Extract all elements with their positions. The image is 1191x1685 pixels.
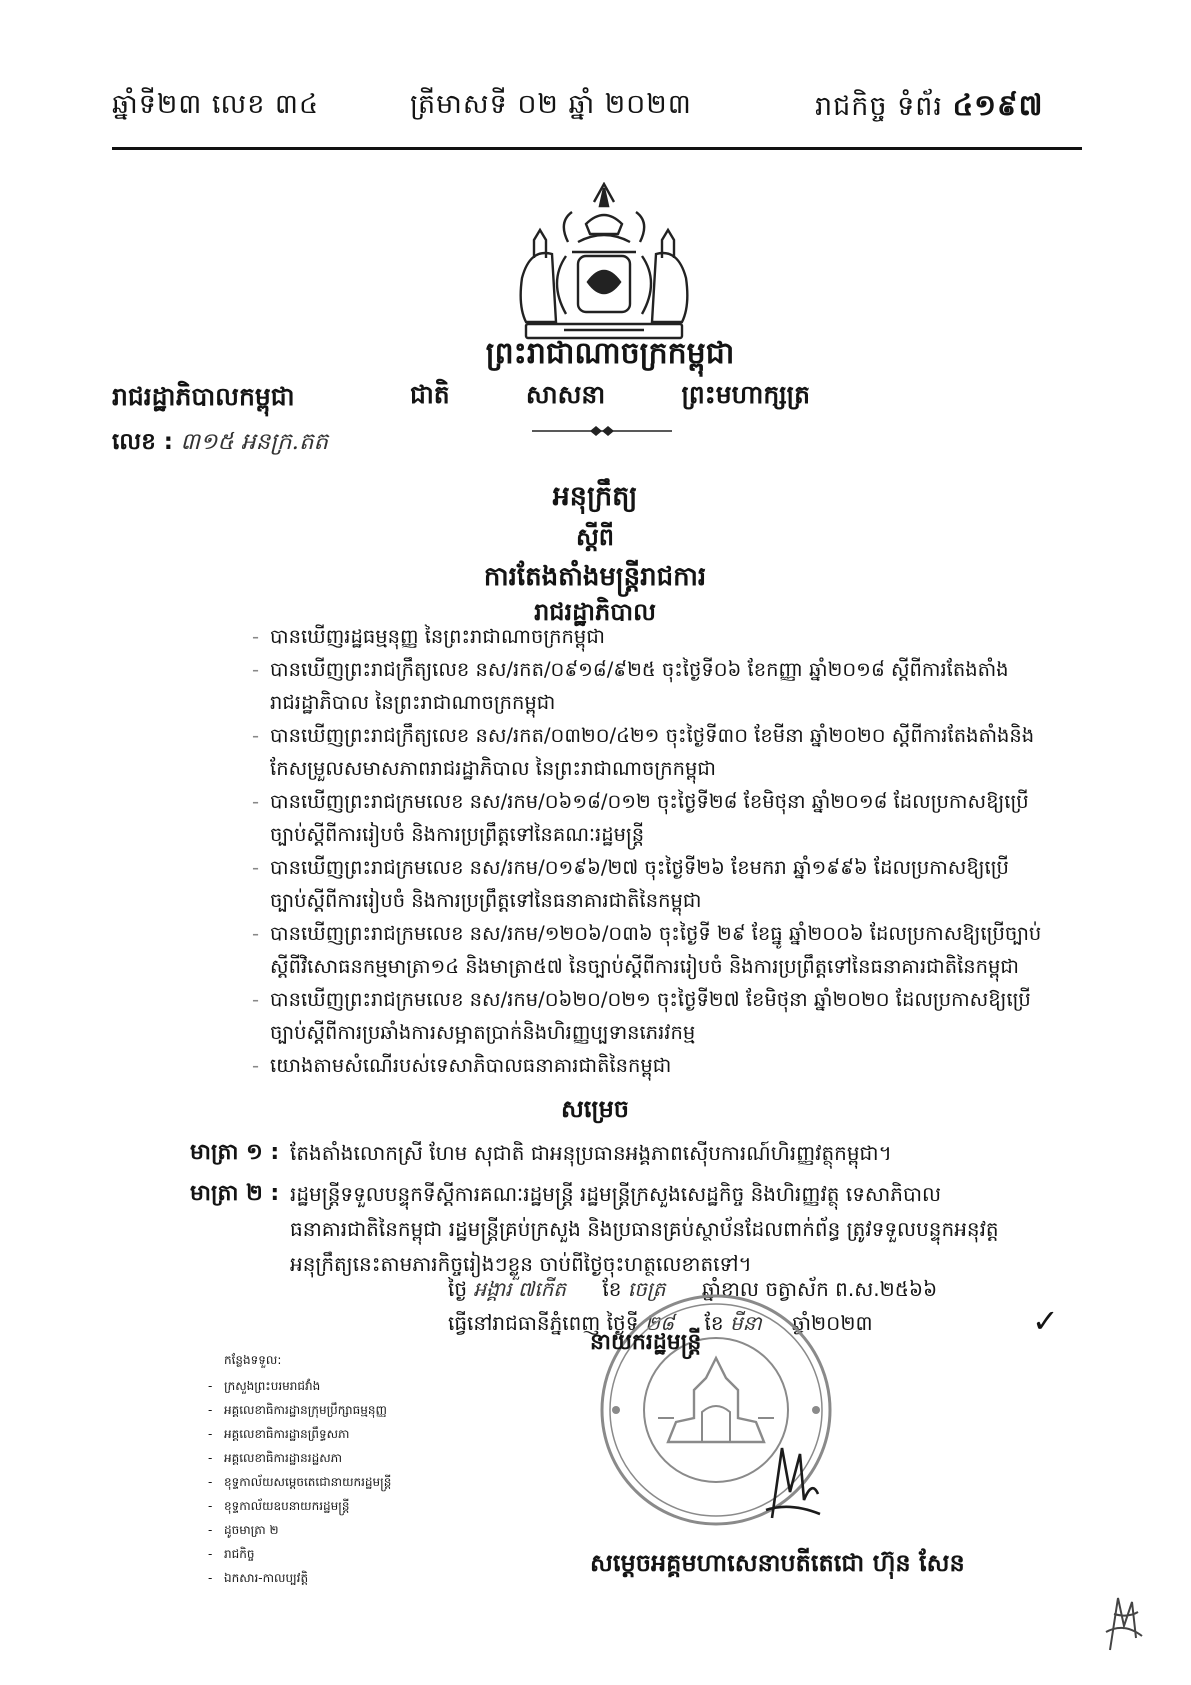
recipient-item: - ក្រសួងព្រះបរមរាជវាំង (208, 1374, 391, 1398)
solar-day-handwritten: ២៨ (644, 1311, 675, 1335)
motto-king: ព្រះមហាក្សត្រ (681, 380, 810, 409)
recipient-item: - អគ្គលេខាធិការដ្ឋានរដ្ឋសភា (208, 1446, 391, 1470)
motto-nation: ជាតិ (410, 380, 450, 409)
recital-item: - បានឃើញរដ្ឋធម្មនុញ្ញ នៃព្រះរាជាណាចក្រកម្ពុជា (252, 625, 605, 648)
recipient-item: - អគ្គលេខាធិការដ្ឋានក្រុមប្រឹក្សាធម្មនុញ្ញ (208, 1398, 391, 1422)
document-number (112, 428, 328, 461)
recipient-item: - ឯកសារ-កាលប្បវត្តិ (208, 1566, 391, 1590)
recipient-item: - រាជកិច្ច (208, 1542, 391, 1566)
recipient-item: - អគ្គលេខាធិការដ្ឋានព្រឹទ្ធសភា (208, 1422, 391, 1446)
decision-heading: សម្រេច (560, 1095, 630, 1123)
document-number-label: លេខ : (112, 429, 174, 455)
document-issuer: រាជរដ្ឋាភិបាល (534, 598, 656, 626)
recipient-item: - ខុទ្ទកាល័យសម្តេចតេជោនាយករដ្ឋមន្ត្រី (208, 1470, 391, 1494)
recital-item: - បានឃើញព្រះរាជក្រមលេខ នស/រកម/០៦១៨/០១២ ចុះថ្ងៃទី២៨ ខែមិថុនា ឆ្នាំ២០១៨ ដែលប្រកាសឱ្យប្រើ ច្បាប់ស្តីពីការរៀបចំ និងការប្រព្រឹត្តទៅនៃគណៈរដ្ឋមន្ត្រី (252, 790, 1029, 846)
recipient-item: - ដូចមាត្រា ២ (208, 1518, 391, 1542)
recital-item: - បានឃើញព្រះរាជក្រមលេខ នស/រកម/០៦២០/០២១ ចុះថ្ងៃទី២៧ ខែមិថុនា ឆ្នាំ២០២០ ដែលប្រកាសឱ្យប្រើ ច្បាប់ស្តីពីការប្រឆាំងការសម្អាតប្រាក់និងហិរញ្ញប្បទានភេរវកម្ម (252, 988, 1031, 1044)
lunar-month-handwritten: ចេត្រ (627, 1277, 666, 1301)
recipient-item: - ខុទ្ទកាល័យឧបនាយករដ្ឋមន្ត្រី (208, 1494, 391, 1518)
article-2-text: រដ្ឋមន្ត្រីទទួលបន្ទុកទីស្តីការគណៈរដ្ឋមន្ត្រី រដ្ឋមន្ត្រីក្រសួងសេដ្ឋកិច្ច និងហិរញ្ញវត្ថុ ទេសាភិបាល ធនាគារជាតិនៃកម្ពុជា រដ្ឋមន្ត្រីគ្រប់ក្រសួង និងប្រធានគ្រប់ស្ថាប័នដែលពាក់ព័ន្ធ ត្រូវទទួលបន្ទុកអនុវត្ត អនុក្រឹត្យនេះតាមភារកិច្ចរៀងៗខ្លួន ចាប់ពីថ្ងៃចុះហត្ថលេខាតទៅ។ (290, 1182, 999, 1276)
gazette-year-issue: ឆ្នាំទី២៣ លេខ ៣៤ (112, 89, 320, 120)
recital-item: - បានឃើញព្រះរាជក្រមលេខ នស/រកម/០១៩៦/២៧ ចុះថ្ងៃទី២៦ ខែមករា ឆ្នាំ១៩៩៦ ដែលប្រកាសឱ្យប្រើ ច្បាប់ស្តីពីការរៀបចំ និងការប្រព្រឹត្តទៅនៃធនាគារជាតិនៃកម្ពុជា (252, 856, 1009, 912)
check-mark-icon: ✓ (1032, 1302, 1059, 1340)
kingdom-name: ព្រះរាជាណាចក្រកម្ពុជា (485, 336, 735, 371)
gazette-page-label: រាជកិច្ច ទំព័រ (815, 91, 943, 122)
recipients-list (208, 1374, 391, 1590)
signatory-title: នាយករដ្ឋមន្ត្រី (590, 1330, 702, 1355)
recital-item: - បានឃើញព្រះរាជក្រឹត្យលេខ នស/រកត/០៩១៨/៩២៥ ចុះថ្ងៃទី០៦ ខែកញ្ញា ឆ្នាំ២០១៨ ស្តីពីការតែងតាំង រាជរដ្ឋាភិបាល នៃព្រះរាជាណាចក្រកម្ពុជា (252, 658, 1009, 714)
lunar-date: ថ្ងៃ អង្គារ ៧កើត ខែ ចេត្រ ឆ្នាំខាល ចត្វាស័ក ព.ស.២៥៦៦ (448, 1277, 938, 1301)
document-type: អនុក្រឹត្យ (552, 481, 638, 512)
solar-month-handwritten: មីនា (729, 1311, 762, 1335)
recipients-title: កន្លែងទទួល: (224, 1353, 282, 1367)
document-concerning: ស្តីពី (575, 523, 615, 551)
recital-item: - យោងតាមសំណើរបស់ទេសាភិបាលធនាគារជាតិនៃកម្ពុជា (252, 1054, 672, 1077)
national-motto (410, 380, 810, 416)
page-initials-mark (1102, 1592, 1144, 1656)
article-2-label: មាត្រា ២ : (190, 1181, 280, 1206)
recital-item: - បានឃើញព្រះរាជក្រឹត្យលេខ នស/រកត/០៣២០/៤២១ ចុះថ្ងៃទី៣០ ខែមីនា ឆ្នាំ២០២០ ស្តីពីការតែងតាំងនិង កែសម្រួលសមាសភាពរាជរដ្ឋាភិបាល នៃព្រះរាជាណាចក្រកម្ពុជា (252, 724, 1035, 780)
solar-date: ធ្វើនៅរាជធានីភ្នំពេញ ថ្ងៃទី ២៨ ខែ មីនា ឆ្នាំ២០២៣ (448, 1311, 873, 1335)
royal-coat-of-arms-emblem (508, 182, 700, 344)
lunar-day-handwritten: អង្គារ ៧កើត (473, 1277, 566, 1301)
header-rule (112, 147, 1082, 150)
gazette-page (815, 88, 1043, 130)
recital-item: - បានឃើញព្រះរាជក្រមលេខ នស/រកម/១២០៦/០៣៦ ចុះថ្ងៃទី ២៩ ខែធ្នូ ឆ្នាំ២០០៦ ដែលប្រកាសឱ្យប្រើច្បាប់ ស្តីពីវិសោធនកម្មមាត្រា១៤ និងមាត្រា៥៧ នៃច្បាប់ស្តីពីការរៀបចំ និងការប្រព្រឹត្តទៅនៃធនាគារជាតិនៃកម្ពុជា (252, 922, 1042, 978)
article-1-text: តែងតាំងលោកស្រី ហែម សុជាតិ ជាអនុប្រធានអង្គភាពស៊ើបការណ៍ហិរញ្ញវត្ថុកម្ពុជា។ (290, 1141, 892, 1165)
gazette-page-number: ៤១៩៧ (952, 88, 1044, 122)
issuing-government: រាជរដ្ឋាភិបាលកម្ពុជា (112, 382, 295, 411)
document-subject: ការតែងតាំងមន្ត្រីរាជការ (483, 562, 707, 592)
gazette-quarter: ត្រីមាសទី ០២ ឆ្នាំ ២០២៣ (410, 89, 692, 120)
motto-religion: សាសនា (525, 380, 606, 409)
motto-ornament (532, 424, 672, 438)
document-number-value: ៣១៥ អនក្រ.តត (180, 429, 329, 455)
article-1-label: មាត្រា ១ : (190, 1140, 280, 1165)
signatory-name: សម្តេចអគ្គមហាសេនាបតីតេជោ ហ៊ុន សែន (590, 1549, 965, 1577)
handwritten-signature (760, 1440, 824, 1524)
